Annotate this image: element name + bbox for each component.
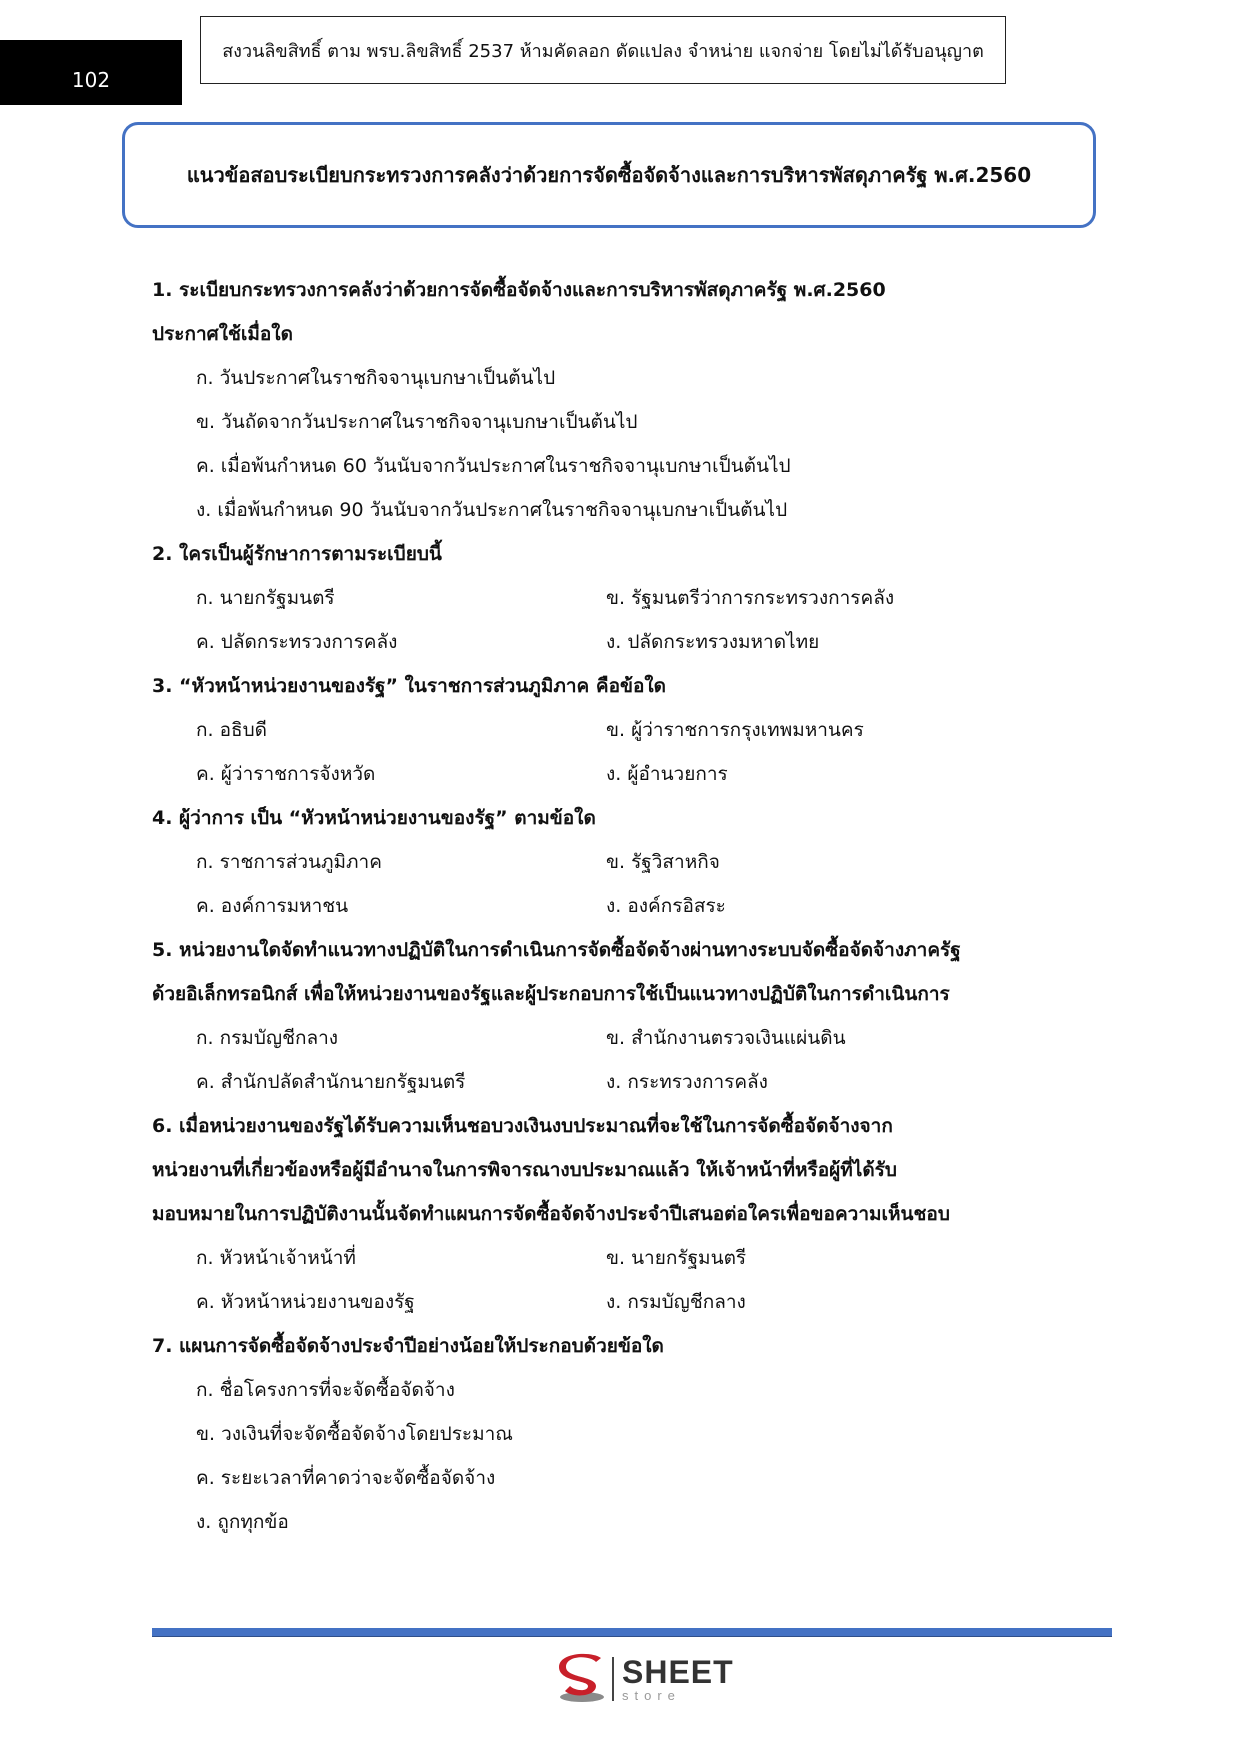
question-6-text-line-3: มอบหมายในการปฏิบัติงานนั้นจัดทำแผนการจัดซื้อจัดจ้างประจำปีเสนอต่อใครเพื่อขอความเห็นชอบ [152,1203,950,1225]
question-7-text: 7. แผนการจัดซื้อจัดจ้างประจำปีอย่างน้อยให้ประกอบด้วยข้อใด [152,1335,664,1357]
question-3-options-row-1 [152,708,1102,752]
sheet-s-logo-icon [556,1652,608,1706]
copyright-notice: สงวนลิขสิทธิ์ ตาม พรบ.ลิขสิทธิ์ 2537 ห้ามคัดลอก ดัดแปลง จำหน่าย แจกจ่าย โดยไม่ได้รับอนุญาต [200,16,1006,84]
question-5-option-c: ค. สำนักปลัดสำนักนายกรัฐมนตรี [196,1071,466,1093]
question-2-options-row-1 [152,576,1102,620]
question-1-option-b: ข. วันถัดจากวันประกาศในราชกิจจานุเบกษาเป็นต้นไป [196,411,638,433]
question-3 [152,664,1102,796]
logo-subtitle: store [622,1688,681,1703]
question-5-text-line-2: ด้วยอิเล็กทรอนิกส์ เพื่อให้หน่วยงานของรัฐและผู้ประกอบการใช้เป็นแนวทางปฏิบัติในการดำเนินการ [152,983,950,1005]
question-4-option-d: ง. องค์กรอิสระ [606,895,726,917]
question-7-option-b: ข. วงเงินที่จะจัดซื้อจัดจ้างโดยประมาณ [196,1423,513,1445]
question-2-options-row-2 [152,620,1102,664]
question-1 [152,268,1102,532]
question-6-option-d: ง. กรมบัญชีกลาง [606,1291,746,1313]
question-7-option-c: ค. ระยะเวลาที่คาดว่าจะจัดซื้อจัดจ้าง [196,1467,496,1489]
question-3-option-a: ก. อธิบดี [196,719,267,741]
question-4-option-b: ข. รัฐวิสาหกิจ [606,851,720,873]
question-1-option-d: ง. เมื่อพ้นกำหนด 90 วันนับจากวันประกาศในราชกิจจานุเบกษาเป็นต้นไป [196,499,788,521]
question-4-text: 4. ผู้ว่าการ เป็น “หัวหน้าหน่วยงานของรัฐ” ตามข้อใด [152,807,596,829]
question-7 [152,1324,1102,1544]
question-6-options-row-1 [152,1236,1102,1280]
question-5-option-d: ง. กระทรวงการคลัง [606,1071,768,1093]
question-4-option-c: ค. องค์การมหาชน [196,895,349,917]
question-6-option-b: ข. นายกรัฐมนตรี [606,1247,747,1269]
question-7-option-d: ง. ถูกทุกข้อ [196,1511,289,1533]
question-6 [152,1104,1102,1324]
question-3-option-d: ง. ผู้อำนวยการ [606,763,728,785]
logo-separator [612,1657,614,1701]
question-6-text-line-1: 6. เมื่อหน่วยงานของรัฐได้รับความเห็นชอบวงเงินงบประมาณที่จะใช้ในการจัดซื้อจัดจ้างจาก [152,1115,893,1137]
page-title: แนวข้อสอบระเบียบกระทรวงการคลังว่าด้วยการจัดซื้อจัดจ้างและการบริหารพัสดุภาครัฐ พ.ศ.2560 [122,122,1096,228]
question-2-option-b: ข. รัฐมนตรีว่าการกระทรวงการคลัง [606,587,895,609]
question-2-option-a: ก. นายกรัฐมนตรี [196,587,335,609]
question-5 [152,928,1102,1104]
question-5-text-line-1: 5. หน่วยงานใดจัดทำแนวทางปฏิบัติในการดำเนินการจัดซื้อจัดจ้างผ่านทางระบบจัดซื้อจัดจ้างภาครัฐ [152,939,961,961]
question-1-text-line-2: ประกาศใช้เมื่อใด [152,323,293,345]
question-3-option-b: ข. ผู้ว่าราชการกรุงเทพมหานคร [606,719,864,741]
question-1-option-a: ก. วันประกาศในราชกิจจานุเบกษาเป็นต้นไป [196,367,556,389]
page-number: 102 [0,40,182,105]
question-5-options-row-1 [152,1016,1102,1060]
question-6-options-row-2 [152,1280,1102,1324]
question-2-option-d: ง. ปลัดกระทรวงมหาดไทย [606,631,820,653]
question-4-option-a: ก. ราชการส่วนภูมิภาค [196,851,382,873]
question-6-option-a: ก. หัวหน้าเจ้าหน้าที่ [196,1247,356,1269]
question-5-options-row-2 [152,1060,1102,1104]
question-1-text-line-1: 1. ระเบียบกระทรวงการคลังว่าด้วยการจัดซื้อจัดจ้างและการบริหารพัสดุภาครัฐ พ.ศ.2560 [152,279,886,301]
sheet-store-logo [556,1652,734,1706]
question-6-text-line-2: หน่วยงานที่เกี่ยวข้องหรือผู้มีอำนาจในการพิจารณางบประมาณแล้ว ให้เจ้าหน้าที่หรือผู้ที่ได้รับ [152,1159,897,1181]
question-2-option-c: ค. ปลัดกระทรวงการคลัง [196,631,398,653]
logo-text [622,1656,734,1702]
question-4 [152,796,1102,928]
question-2-text: 2. ใครเป็นผู้รักษาการตามระเบียบนี้ [152,543,442,565]
question-4-options-row-1 [152,840,1102,884]
question-5-option-a: ก. กรมบัญชีกลาง [196,1027,339,1049]
logo-word: SHEET [622,1654,734,1690]
question-6-option-c: ค. หัวหน้าหน่วยงานของรัฐ [196,1291,415,1313]
question-3-options-row-2 [152,752,1102,796]
question-1-option-c: ค. เมื่อพ้นกำหนด 60 วันนับจากวันประกาศในราชกิจจานุเบกษาเป็นต้นไป [196,455,791,477]
footer-divider [152,1628,1112,1637]
question-4-options-row-2 [152,884,1102,928]
question-3-option-c: ค. ผู้ว่าราชการจังหวัด [196,763,376,785]
question-2 [152,532,1102,664]
question-7-option-a: ก. ชื่อโครงการที่จะจัดซื้อจัดจ้าง [196,1379,455,1401]
question-3-text: 3. “หัวหน้าหน่วยงานของรัฐ” ในราชการส่วนภูมิภาค คือข้อใด [152,675,667,697]
question-5-option-b: ข. สำนักงานตรวจเงินแผ่นดิน [606,1027,846,1049]
question-list [152,268,1102,1544]
